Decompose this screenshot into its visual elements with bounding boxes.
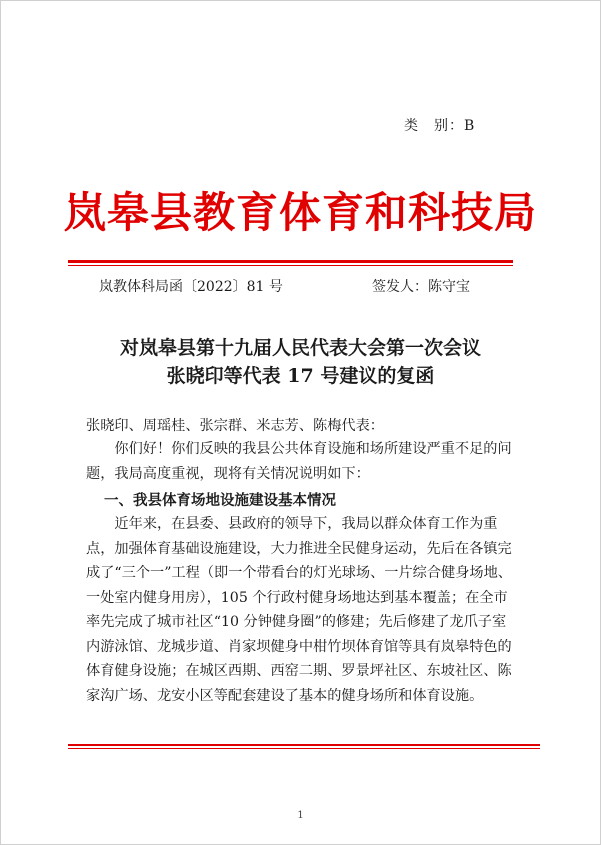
addressee: 张晓印、周瑶桂、张宗群、米志芳、陈梅代表： [86,418,384,434]
intro-paragraph: 你们好！你们反映的我县公共体育设施和场所建设严重不足的问题，我局高度重视，现将有关情况说明如下： [86,441,512,482]
bottom-red-divider-thin [68,748,540,749]
bottom-red-divider-thick [68,744,540,746]
signer-label: 签发人：陈守宝 [372,279,470,295]
document-title-line1: 对岚皋县第十九届人民代表大会第一次会议 [119,337,481,359]
document-title-line2: 张晓印等代表 17 号建议的复函 [166,365,435,387]
section1-heading: 一、我县体育场地设施建设基本情况 [104,493,336,509]
document-number: 岚教体科局函〔2022〕81 号 [99,279,283,295]
agency-name-heading: 岚皋县教育体育和科技局 [63,188,537,237]
category-label: 类 别：B [404,118,476,134]
red-divider-thick [68,260,513,263]
page-number: 1 [297,810,304,821]
red-divider-thin [68,265,513,266]
section1-paragraph: 近年来，在县委、县政府的领导下，我局以群众体育工作为重点，加强体育基础设施建设，大力推进全民健身运动，先后在各镇完成了“三个一”工程（即一个带看台的灯光球场、一片综合健身场地、一处室内健身用房），105 个行政村健身场地达到基本覆盖；在全市率先完成了城市社区“10 分钟健身圈”的修建；先后修建了龙爪子室内游泳馆、龙城步道、肖家坝健身中柑竹坝体育馆等具有岚皋特色的体育健身设施；在城区西期、西窑二期、罗景坪社区、东坡社区、陈家沟广场、龙安小区等配套建设了基本的健身场所和体育设施。 [86,516,512,704]
